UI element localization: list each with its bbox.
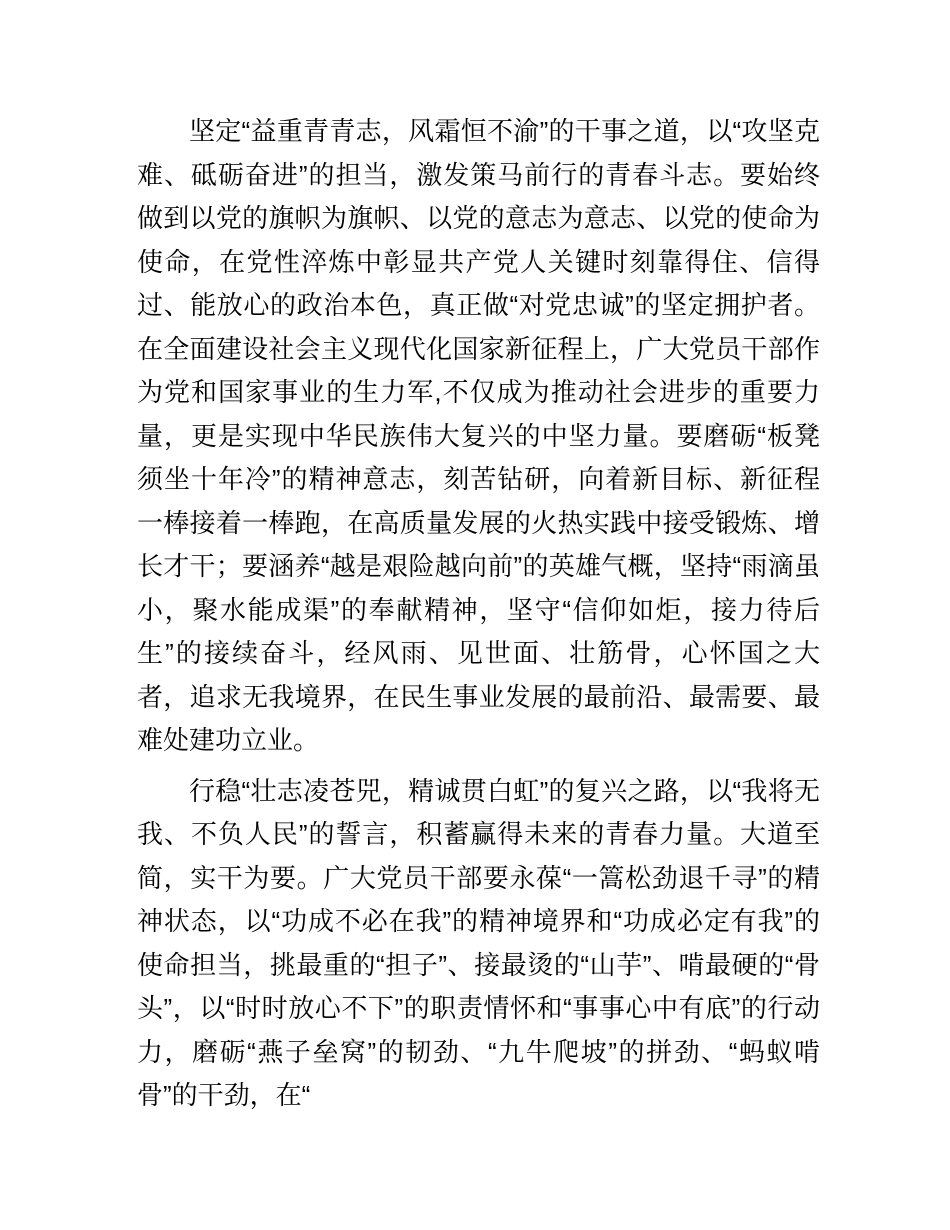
body-paragraph-2: 行稳“壮志凌苍兕，精诚贯白虹”的复兴之路，以“我将无我、不负人民”的誓言，积蓄赢得未来的青春力量。大道至简，实干为要。广大党员干部要永葆“一篙松劲退千寻”的精神状态，以“功成不必在我”的精神境界和“功成必定有我”的使命担当，挑最重的“担子”、接最烫的“山芋”、啃最硬的“骨头”，以“时时放心不下”的职责情怀和“事事心中有底”的行动力，磨砺“燕子垒窝”的韧劲、“九牛爬坡”的拼劲、“蚂蚁啃骨”的干劲，在“ bbox=[137, 775, 820, 1110]
body-paragraph-1: 坚定“益重青青志，风霜恒不渝”的干事之道，以“攻坚克难、砥砺奋进”的担当，激发策马前行的青春斗志。要始终做到以党的旗帜为旗帜、以党的意志为意志、以党的使命为使命，在党性淬炼中彰显共产党人关键时刻靠得住、信得过、能放心的政治本色，真正做“对党忠诚”的坚定拥护者。在全面建设社会主义现代化国家新征程上，广大党员干部作为党和国家事业的生力军,不仅成为推动社会进步的重要力量，更是实现中华民族伟大复兴的中坚力量。要磨砺“板凳须坐十年冷”的精神意志，刻苦钻研，向着新目标、新征程一棒接着一棒跑，在高质量发展的火热实践中接受锻炼、增长才干；要涵养“越是艰险越向前”的英雄气概，坚持“雨滴虽小，聚水能成渠”的奉献精神，坚守“信仰如炬，接力待后生”的接续奋斗，经风雨、见世面、壮筋骨，心怀国之大者，追求无我境界，在民生事业发展的最前沿、最需要、最难处建功立业。 bbox=[137, 116, 820, 755]
